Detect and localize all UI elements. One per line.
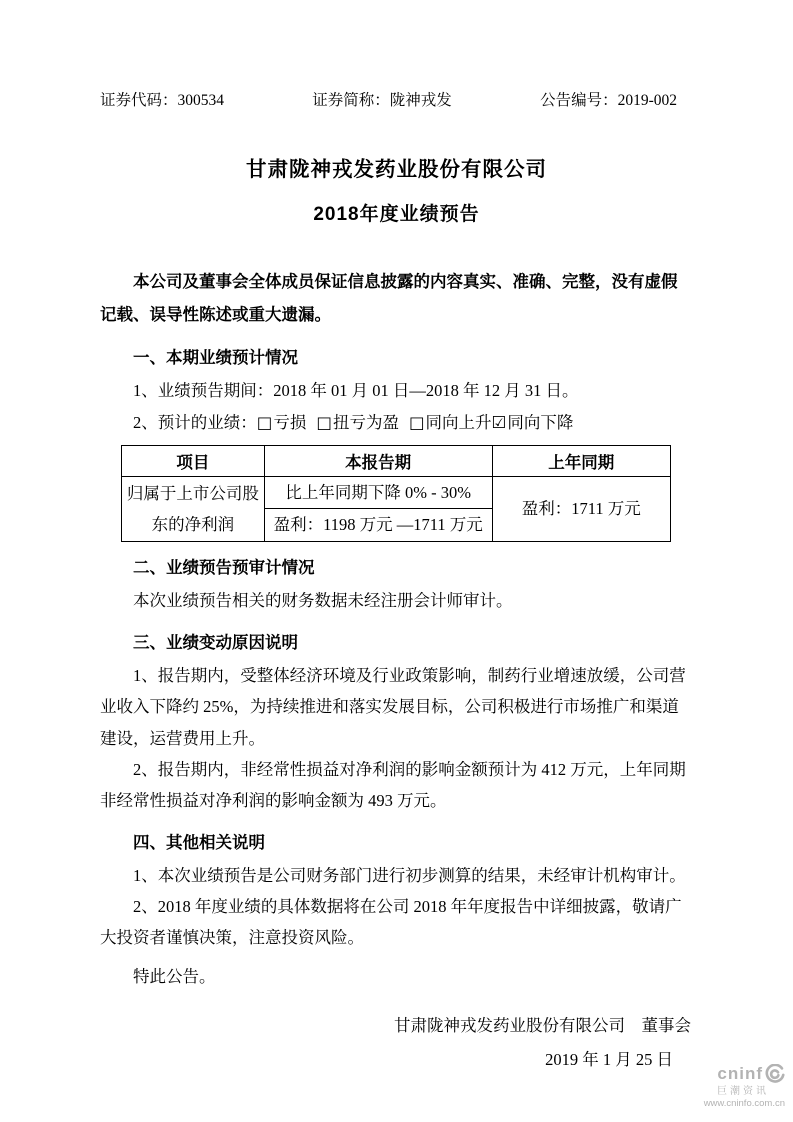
checkbox-unchecked-icon: □ <box>316 412 332 432</box>
section3-heading: 三、业绩变动原因说明 <box>133 633 298 652</box>
option-loss-label: 亏损 <box>273 412 307 432</box>
option-same-direction-up <box>409 413 492 432</box>
announcement-number: 公告编号：2019-002 <box>540 92 677 109</box>
checkbox-unchecked-icon: □ <box>256 412 273 432</box>
option-loss <box>257 413 307 432</box>
table-header-row <box>122 446 671 477</box>
announcement-date: 2019 年 1 月 25 日 <box>545 1050 673 1070</box>
checkbox-checked-icon: ☑ <box>491 412 507 432</box>
section4-heading: 四、其他相关说明 <box>133 833 265 852</box>
option-same-direction-down <box>492 413 574 432</box>
signature-block <box>100 1009 693 1078</box>
option-turn-profit <box>316 413 399 432</box>
table-cell-current-change: 比上年同期下降 0% - 30% <box>264 477 492 509</box>
board-signature: 甘肃陇神戎发药业股份有限公司 董事会 <box>394 1015 691 1035</box>
cninfo-swirl-icon <box>764 1064 785 1085</box>
section4-paragraph1: 1、本次业绩预告是公司财务部门进行初步测算的结果，未经审计机构审计。 <box>133 865 686 885</box>
table-header-current-period: 本报告期 <box>264 446 492 477</box>
table-cell-current-profit: 盈利：1198 万元 —1711 万元 <box>264 509 492 541</box>
performance-forecast-table <box>121 445 671 542</box>
cninfo-brand-text: cninf <box>717 1064 763 1084</box>
report-title: 2018年度业绩预告 <box>313 203 480 225</box>
document-header <box>100 90 693 112</box>
cninfo-url: www.cninfo.com.cn <box>703 1098 785 1110</box>
option-same-direction-up-label: 同向上升 <box>425 412 492 432</box>
table-row <box>122 477 671 509</box>
company-title: 甘肃陇神戎发药业股份有限公司 <box>246 157 547 181</box>
section3-paragraph2: 2、报告期内，非经常性损益对净利润的影响金额预计为 412 万元，上年同期非经常性损益对净利润的影响金额为 493 万元。 <box>100 759 686 811</box>
section4-paragraph2: 2、2018 年度业绩的具体数据将在公司 2018 年年度报告中详细披露，敬请广大投资者谨慎决策，注意投资风险。 <box>100 896 682 948</box>
table-header-prior-period: 上年同期 <box>492 446 670 477</box>
section1-heading: 一、本期业绩预计情况 <box>133 348 298 367</box>
cninfo-brand-row <box>704 1064 785 1085</box>
table-cell-prior-profit: 盈利：1711 万元 <box>492 477 670 542</box>
section3-paragraph1: 1、报告期内，受整体经济环境及行业政策影响，制药行业增速放缓，公司营业收入下降约 25%，为持续推进和落实发展目标，公司积极进行市场推广和渠道建设，运营费用上升。 <box>100 665 686 748</box>
forecast-type-label: 2、预计的业绩： <box>133 412 257 432</box>
table-cell-net-profit-item: 归属于上市公司股东的净利润 <box>122 477 265 542</box>
stock-name: 证券简称：陇神戎发 <box>312 92 452 109</box>
section2-body: 本次业绩预告相关的财务数据未经注册会计师审计。 <box>133 590 513 610</box>
document-content <box>100 90 693 1078</box>
table-header-item: 项目 <box>122 446 265 477</box>
option-same-direction-down-label: 同向下降 <box>507 412 574 432</box>
checkbox-unchecked-icon: □ <box>408 412 425 432</box>
stock-code: 证券代码：300534 <box>100 92 225 109</box>
forecast-period-item: 1、业绩预告期间：2018 年 01 月 01 日—2018 年 12 月 31 日。 <box>133 380 579 400</box>
closing-notice: 特此公告。 <box>133 966 216 986</box>
disclaimer-paragraph: 本公司及董事会全体成员保证信息披露的内容真实、准确、完整，没有虚假记载、误导性陈述或重大遗漏。 <box>100 272 678 324</box>
cninfo-logo <box>704 1064 785 1110</box>
forecast-type-item <box>100 407 693 439</box>
cninfo-chinese-name: 巨潮资讯 <box>717 1085 769 1097</box>
section2-heading: 二、业绩预告预审计情况 <box>133 558 315 577</box>
option-turn-profit-label: 扭亏为盈 <box>332 412 399 432</box>
